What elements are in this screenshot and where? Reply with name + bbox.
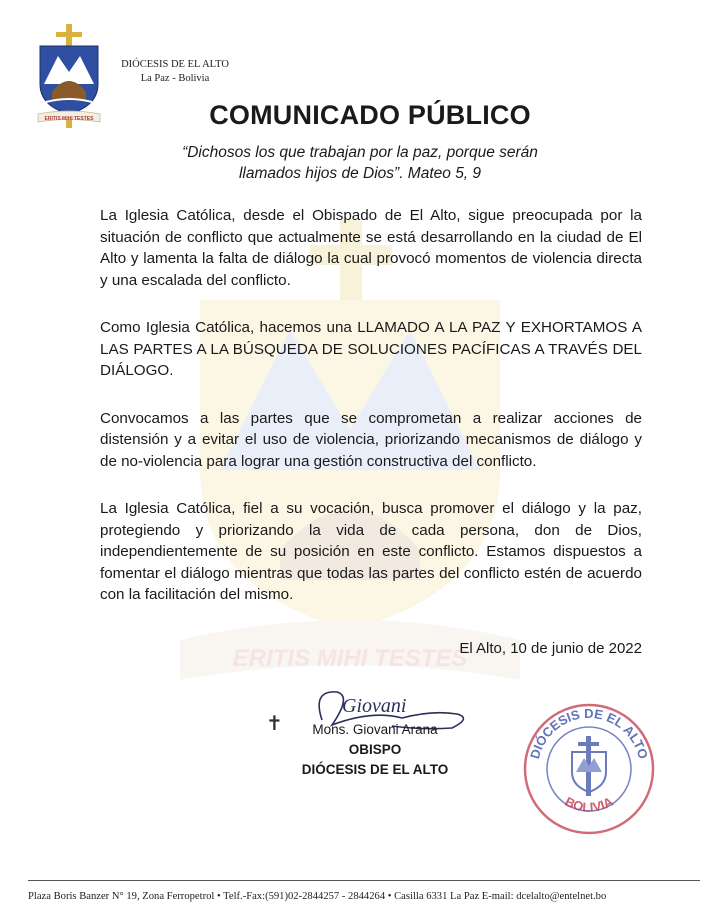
paragraph-3: Convocamos a las partes que se comprometan a realizar acciones de distensión y a evitar el uso de violencia, priorizando mecanismos de diálogo y de no-violencia para lograr una gestión constructiva del conflicto. [100, 409, 642, 470]
bible-quote [0, 142, 720, 184]
diocese-seal-stamp [520, 700, 658, 838]
footer-divider [28, 880, 700, 881]
header-org-name: DIÓCESIS DE EL ALTO [121, 59, 229, 70]
document-date: El Alto, 10 de junio de 2022 [459, 640, 642, 657]
statement-body [100, 205, 642, 632]
crest-motto: ERITIS MIHI TESTES [44, 116, 94, 122]
footer-contact: Plaza Boris Banzer N° 19, Zona Ferropetrol • Telf.-Fax:(591)02-2844257 - 2844264 • Casilla 6331 La Paz E-mail: dcelalto@entelnet.bo [28, 891, 607, 902]
watermark-motto: ERITIS MIHI TESTES [232, 645, 468, 672]
seal-crest-icon [572, 736, 606, 796]
bible-quote-line-1: “Dichosos los que trabajan por la paz, porque serán [182, 144, 538, 161]
bible-quote-line-2: llamados hijos de Dios”. Mateo 5, 9 [238, 165, 482, 182]
signature-scribble-text: Giovani [342, 695, 407, 717]
bishop-cross-icon: ✝ [266, 713, 283, 735]
header-org [110, 58, 240, 86]
signer-role: OBISPO [348, 742, 402, 757]
signature-block [280, 720, 470, 780]
svg-text:BOLIVIA [563, 794, 616, 815]
paragraph-1: La Iglesia Católica, desde el Obispado de El Alto, sigue preocupada por la situación de conflicto que actualmente se está desarrollando en la ciudad de El Alto y lamenta la falta de diálogo la cual provocó momentos de violencia directa y una escalada del conflicto. [100, 207, 642, 289]
seal-bottom-text: BOLIVIA [562, 793, 616, 815]
signer-name: Mons. Giovani Arana [312, 722, 438, 737]
page-title: COMUNICADO PÚBLICO [209, 100, 531, 130]
seal-top-text: DIÓCESIS DE EL ALTO [527, 705, 651, 761]
paragraph-4: La Iglesia Católica, fiel a su vocación, busca promover el diálogo y la paz, protegiendo y priorizando la vida de cada persona, don de Dios, independientemente de su posición en este conflicto. Estamos dispuestos a fomentar el diálogo mientras que todas las partes del conflicto estén de acuerdo con la facilitación del mismo. [100, 500, 642, 603]
signer-org: DIÓCESIS DE EL ALTO [301, 762, 449, 777]
header-location: La Paz - Bolivia [140, 73, 210, 84]
paragraph-2: Como Iglesia Católica, hacemos una LLAMADO A LA PAZ Y EXHORTAMOS A LAS PARTES A LA BÚSQUEDA DE SOLUCIONES PACÍFICAS A TRAVÉS DEL DIÁLOGO. [100, 319, 642, 379]
